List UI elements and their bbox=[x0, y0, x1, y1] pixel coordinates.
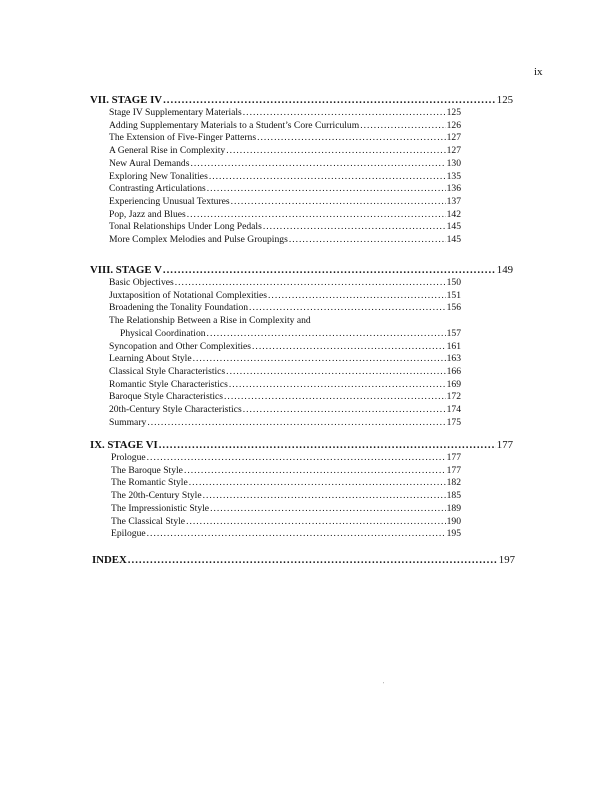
toc-entry bbox=[109, 120, 461, 133]
toc-entry-page: 145 bbox=[446, 234, 461, 246]
toc-section-stage-v bbox=[90, 263, 513, 429]
page-number: ix bbox=[534, 66, 543, 78]
toc-heading-row bbox=[90, 438, 513, 452]
toc-entry-title: Physical Coordination bbox=[120, 327, 206, 339]
toc-heading-page: 197 bbox=[498, 554, 515, 566]
toc-entry bbox=[111, 465, 461, 478]
toc-entry bbox=[109, 221, 461, 234]
toc-entry bbox=[109, 328, 461, 341]
footer-mark: ' bbox=[383, 682, 385, 688]
toc-entry-title: Stage IV Supplementary Materials bbox=[109, 107, 242, 118]
toc-entry-page: 127 bbox=[446, 132, 461, 144]
toc-heading-row bbox=[90, 263, 513, 277]
toc-entry-title: Learning About Style bbox=[109, 353, 192, 365]
toc-entry-page: 177 bbox=[446, 464, 461, 476]
toc-entry-title: The Extension of Five-Finger Patterns bbox=[109, 132, 257, 144]
toc-entry-page: 161 bbox=[446, 340, 461, 352]
toc-section-stage-iv bbox=[90, 93, 513, 247]
toc-entry-page: 150 bbox=[446, 277, 461, 288]
toc-entry-page: 190 bbox=[446, 515, 461, 527]
toc-entry-title: Pop, Jazz and Blues bbox=[109, 208, 186, 220]
toc-entry-page: 182 bbox=[446, 477, 461, 489]
toc-entry bbox=[109, 234, 461, 247]
toc-entry bbox=[109, 353, 461, 366]
toc-entry-title: New Aural Demands bbox=[109, 157, 190, 169]
dot-leader bbox=[289, 234, 446, 247]
toc-entry-wrapped-line1: The Relationship Between a Rise in Complexity and bbox=[109, 315, 311, 327]
toc-entry-page: 177 bbox=[446, 452, 461, 463]
toc-entry bbox=[109, 404, 461, 417]
dot-leader bbox=[184, 465, 446, 478]
toc-entry-title: Baroque Style Characteristics bbox=[109, 391, 224, 403]
toc-entry-page: 169 bbox=[446, 378, 461, 390]
toc-entry-title: Romantic Style Characteristics bbox=[109, 378, 228, 390]
toc-entry-title: Tonal Relationships Under Long Pedals bbox=[109, 221, 262, 233]
dot-leader bbox=[186, 516, 446, 529]
toc-entry-title: Prologue bbox=[111, 452, 146, 463]
toc-heading-row bbox=[92, 553, 515, 567]
dot-leader bbox=[147, 528, 446, 541]
toc-entry bbox=[109, 302, 461, 315]
dot-leader bbox=[163, 263, 496, 277]
toc-entry-title: Experiencing Unusual Textures bbox=[109, 195, 230, 207]
dot-leader bbox=[263, 221, 446, 234]
dot-leader bbox=[193, 353, 446, 366]
dot-leader bbox=[249, 302, 446, 315]
dot-leader bbox=[207, 328, 446, 341]
toc-entry bbox=[111, 503, 461, 516]
toc-heading: VIII. STAGE V bbox=[90, 264, 162, 276]
toc-entry-page: 126 bbox=[446, 119, 461, 131]
dot-leader bbox=[243, 404, 446, 417]
toc-entry-page: 195 bbox=[446, 528, 461, 540]
toc-entry-title: The 20th-Century Style bbox=[111, 490, 202, 502]
toc-heading-page: 125 bbox=[496, 94, 513, 106]
toc-entry-title: Basic Objectives bbox=[109, 277, 174, 288]
dot-leader bbox=[147, 417, 445, 430]
toc-entry bbox=[109, 277, 461, 290]
toc-entry bbox=[111, 477, 461, 490]
dot-leader bbox=[229, 379, 446, 392]
toc-entry-page: 185 bbox=[446, 490, 461, 502]
toc-entry-page: 166 bbox=[446, 365, 461, 377]
toc-entry-title: Summary bbox=[109, 416, 147, 428]
dot-leader bbox=[231, 196, 446, 209]
toc-entry bbox=[111, 528, 461, 541]
toc-entry-title: The Impressionistic Style bbox=[111, 502, 210, 514]
dot-leader bbox=[210, 503, 446, 516]
toc-heading-row bbox=[90, 93, 513, 107]
toc-entry bbox=[109, 158, 461, 171]
toc-entry-title: A General Rise in Complexity bbox=[109, 145, 226, 157]
toc-entry-title: Adding Supplementary Materials to a Student’s Core Curriculum bbox=[109, 119, 360, 131]
dot-leader bbox=[128, 553, 498, 567]
toc-entry-page: 130 bbox=[446, 157, 461, 169]
toc-entry-title: Exploring New Tonalities bbox=[109, 170, 208, 182]
dot-leader bbox=[159, 438, 496, 452]
toc-entry-page: 145 bbox=[446, 221, 461, 233]
toc-entry bbox=[109, 290, 461, 303]
toc-entry-title: 20th-Century Style Characteristics bbox=[109, 404, 242, 416]
toc-entry-title: Epilogue bbox=[111, 528, 146, 540]
toc-entry-title: Contrasting Articulations bbox=[109, 183, 206, 195]
toc-heading: IX. STAGE VI bbox=[90, 439, 158, 451]
dot-leader bbox=[163, 93, 496, 107]
toc-heading: INDEX bbox=[92, 554, 127, 566]
toc-heading-page: 149 bbox=[496, 264, 513, 276]
dot-leader bbox=[207, 183, 446, 196]
toc-entry-page: 142 bbox=[446, 208, 461, 220]
toc-entry-page: 156 bbox=[446, 302, 461, 314]
toc-entry bbox=[109, 391, 461, 404]
dot-leader bbox=[203, 490, 446, 503]
toc-entry bbox=[111, 452, 461, 465]
dot-leader bbox=[187, 209, 446, 222]
dot-leader bbox=[268, 290, 446, 303]
toc-entry bbox=[109, 183, 461, 196]
toc-entry bbox=[109, 171, 461, 184]
toc-entry-title: Classical Style Characteristics bbox=[109, 365, 226, 377]
toc-entry-title: Broadening the Tonality Foundation bbox=[109, 302, 249, 314]
toc-entry bbox=[109, 132, 461, 145]
toc-entry bbox=[111, 516, 461, 529]
toc-entry-page: 189 bbox=[446, 502, 461, 514]
toc-entry-page: 175 bbox=[446, 416, 461, 428]
toc-entry-title: The Romantic Style bbox=[111, 477, 188, 489]
toc-entry-page: 136 bbox=[446, 183, 461, 195]
toc-entry-page: 157 bbox=[446, 327, 461, 339]
toc-entry-page: 137 bbox=[446, 195, 461, 207]
toc-entry-page: 127 bbox=[446, 145, 461, 157]
toc-entry-page: 172 bbox=[446, 391, 461, 403]
toc-entry-page: 151 bbox=[446, 289, 461, 301]
toc-heading: VII. STAGE IV bbox=[90, 94, 163, 106]
toc-entry-title: More Complex Melodies and Pulse Groupings bbox=[109, 234, 288, 246]
dot-leader bbox=[189, 477, 446, 490]
dot-leader bbox=[226, 145, 445, 158]
toc-entry bbox=[111, 490, 461, 503]
toc-section-stage-vi bbox=[90, 438, 513, 541]
toc-entry-page: 163 bbox=[446, 353, 461, 365]
toc-entry-title: Juxtaposition of Notational Complexities bbox=[109, 289, 268, 301]
toc-entry-title: The Baroque Style bbox=[111, 464, 183, 476]
toc-entry bbox=[109, 209, 461, 222]
dot-leader bbox=[252, 341, 446, 354]
dot-leader bbox=[175, 277, 446, 290]
toc-entry-page: 125 bbox=[446, 107, 461, 118]
toc-entry-page: 174 bbox=[446, 404, 461, 416]
toc-entry bbox=[109, 145, 461, 158]
toc-entry-title: The Classical Style bbox=[111, 515, 186, 527]
dot-leader bbox=[190, 158, 445, 171]
toc-entry bbox=[109, 366, 461, 379]
dot-leader bbox=[243, 107, 446, 120]
dot-leader bbox=[226, 366, 445, 379]
toc-entry bbox=[109, 341, 461, 354]
dot-leader bbox=[224, 391, 446, 404]
toc-entry-page: 135 bbox=[446, 170, 461, 182]
toc-entry-title: Syncopation and Other Complexities bbox=[109, 340, 252, 352]
toc-section-index bbox=[92, 553, 515, 567]
dot-leader bbox=[209, 171, 446, 184]
dot-leader bbox=[147, 452, 446, 465]
toc-heading-page: 177 bbox=[496, 439, 513, 451]
toc-entry bbox=[109, 379, 461, 392]
toc-entry bbox=[109, 417, 461, 430]
toc-entry bbox=[109, 196, 461, 209]
dot-leader bbox=[360, 120, 445, 133]
dot-leader bbox=[257, 132, 446, 145]
toc-entry bbox=[109, 107, 461, 120]
